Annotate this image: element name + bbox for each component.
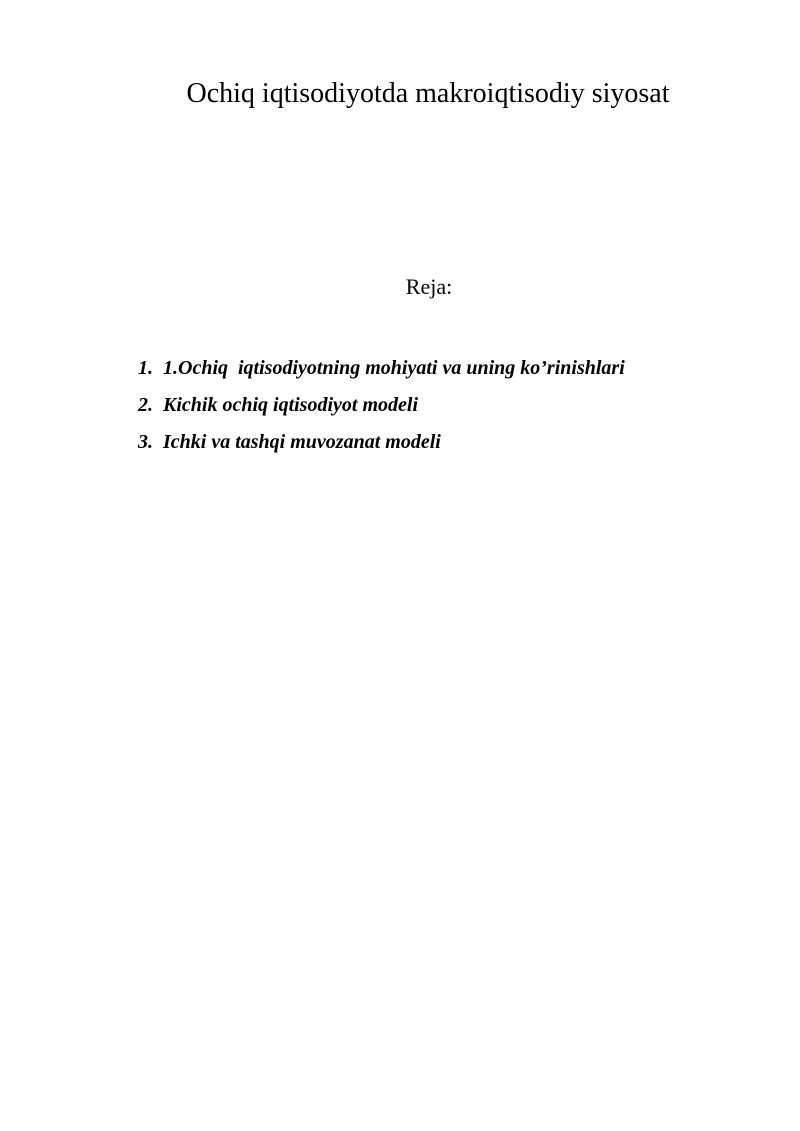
plan-heading: Reja:	[405, 274, 453, 299]
plan-item-number: 3.	[138, 431, 153, 453]
plan-item	[138, 424, 625, 461]
plan-item-text: Kichik ochiq iqtisodiyot modeli	[163, 394, 418, 416]
plan-item	[138, 387, 625, 424]
plan-item-number: 1.	[138, 357, 153, 379]
plan-item-text: 1.Ochiq iqtisodiyotning mohiyati va uning ko’rinishlari	[163, 357, 625, 379]
plan-item-text: Ichki va tashqi muvozanat modeli	[163, 431, 441, 453]
document-title: Ochiq iqtisodiyotda makroiqtisodiy siyosat	[186, 78, 670, 109]
plan-item	[138, 350, 625, 387]
plan-item-number: 2.	[138, 394, 153, 416]
plan-list	[138, 350, 625, 461]
